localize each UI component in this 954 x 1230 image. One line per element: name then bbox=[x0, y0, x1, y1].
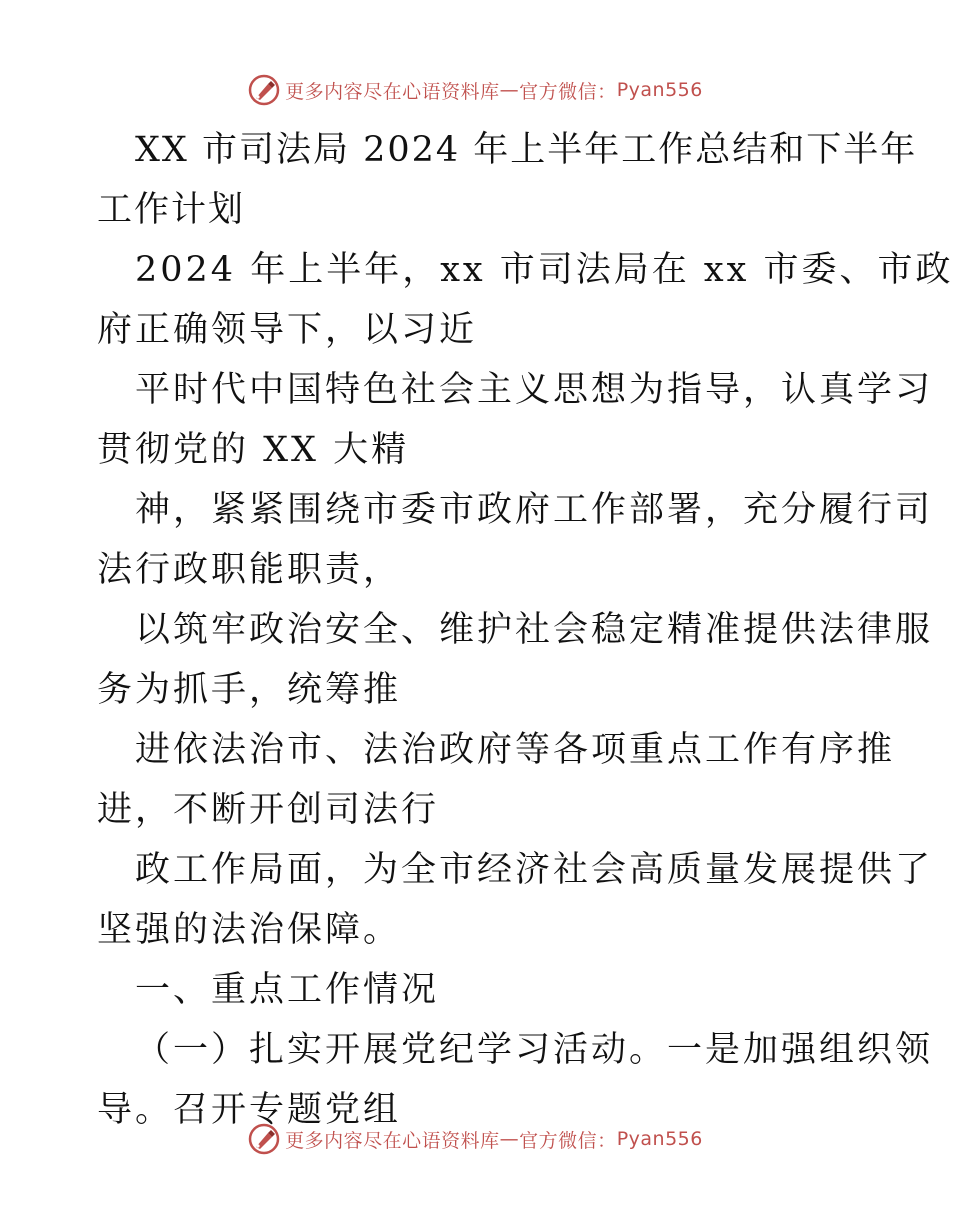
subsection-line: （一）扎实开展党纪学习活动。一是加强组织领 bbox=[135, 1030, 934, 1070]
paragraph-line: 坚强的法治保障。 bbox=[97, 910, 402, 950]
watermark-lead-text: 更多内容尽在心语资料库 bbox=[285, 1129, 500, 1152]
paragraph-line: 以筑牢政治安全、维护社会稳定精准提供法律服 bbox=[135, 610, 934, 650]
document-title-line-1: XX 市司法局 2024 年上半年工作总结和下半年 bbox=[135, 130, 918, 170]
watermark-separator: — bbox=[499, 79, 520, 101]
paragraph-line: 法行政职能职责， bbox=[97, 550, 402, 590]
document-title-line-2: 工作计划 bbox=[97, 190, 246, 230]
section-heading: 一、重点工作情况 bbox=[135, 970, 440, 1010]
document-body bbox=[97, 120, 954, 1140]
paragraph-line: 神，紧紧围绕市委市政府工作部署，充分履行司 bbox=[135, 490, 934, 530]
watermark-wechat-label: 官方微信： bbox=[519, 1129, 617, 1152]
pen-nib-icon bbox=[247, 73, 281, 107]
paragraph-line: 进，不断开创司法行 bbox=[97, 790, 440, 830]
watermark-banner-top bbox=[0, 70, 950, 110]
paragraph-line: 政工作局面，为全市经济社会高质量发展提供了 bbox=[135, 850, 934, 890]
watermark-lead-text: 更多内容尽在心语资料库 bbox=[285, 80, 500, 103]
watermark-wechat-id: Pyan556 bbox=[616, 1128, 703, 1150]
paragraph-line: 贯彻党的 XX 大精 bbox=[97, 430, 410, 470]
paragraph-line: 务为抓手，统筹推 bbox=[97, 670, 402, 710]
paragraph-line: 导。召开专题党组 bbox=[97, 1090, 402, 1130]
watermark-wechat-label: 官方微信： bbox=[519, 80, 617, 103]
paragraph-line: 进依法治市、法治政府等各项重点工作有序推 bbox=[135, 730, 896, 770]
paragraph-line: 府正确领导下，以习近 bbox=[97, 310, 478, 350]
paragraph-line: 平时代中国特色社会主义思想为指导，认真学习 bbox=[135, 370, 934, 410]
watermark-wechat-id: Pyan556 bbox=[616, 79, 703, 101]
paragraph-line: 2024 年上半年，xx 市司法局在 xx 市委、市政 bbox=[135, 250, 954, 290]
watermark-separator: — bbox=[499, 1128, 520, 1150]
watermark-banner-bottom bbox=[0, 1119, 950, 1159]
pen-nib-icon bbox=[247, 1122, 281, 1156]
